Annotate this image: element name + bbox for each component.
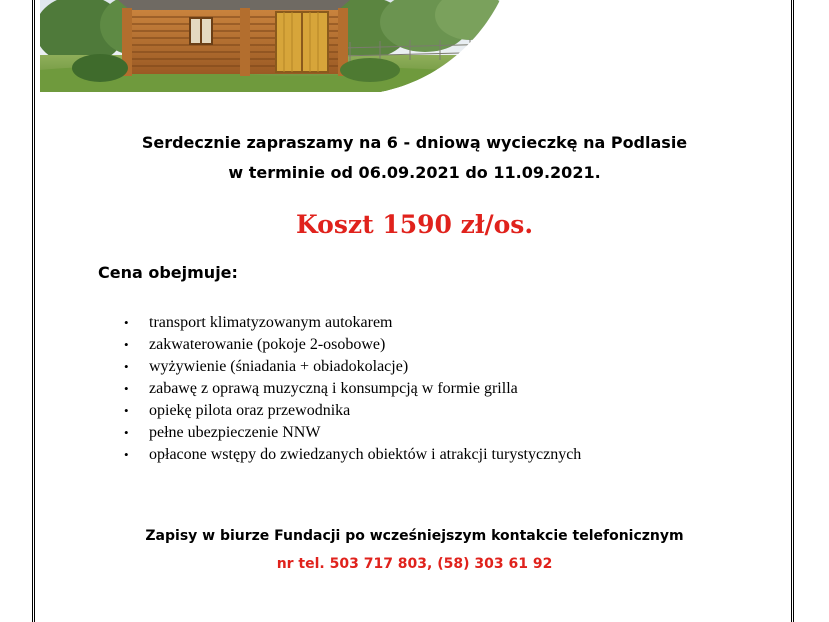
phone-numbers: nr tel. 503 717 803, (58) 303 61 92 (276, 556, 553, 572)
list-item (120, 444, 581, 466)
list-item-text: opłacone wstępy do zwiedzanych obiektów i atrakcji turystycznych (149, 446, 582, 463)
list-item (120, 378, 581, 400)
list-item (120, 356, 581, 378)
list-item (120, 334, 581, 356)
list-item-text: opiekę pilota oraz przewodnika (149, 402, 351, 419)
page-border-right (791, 0, 794, 622)
signup-info: Zapisy w biurze Fundacji po wcześniejszym kontakcie telefonicznym (145, 528, 684, 544)
bullet-icon: • (124, 337, 129, 352)
page-border-left (32, 0, 35, 622)
intro-line-1: Serdecznie zapraszamy na 6 - dniową wycieczkę na Podlasie (141, 133, 688, 152)
wooden-cabin-photo (40, 0, 500, 92)
list-item (120, 312, 581, 334)
list-item-text: zakwaterowanie (pokoje 2-osobowe) (149, 336, 386, 353)
bullet-icon: • (124, 381, 129, 396)
list-item-text: wyżywienie (śniadania + obiadokolacje) (149, 358, 409, 375)
list-item-text: pełne ubezpieczenie NNW (149, 424, 321, 441)
list-item (120, 422, 581, 444)
price-heading: Koszt 1590 zł/os. (295, 210, 534, 239)
includes-list (120, 312, 581, 466)
intro-line-2: w terminie od 06.09.2021 do 11.09.2021. (228, 163, 601, 182)
list-item (120, 400, 581, 422)
list-item-text: zabawę z oprawą muzyczną i konsumpcją w formie grilla (149, 380, 518, 397)
bullet-icon: • (124, 315, 129, 330)
bullet-icon: • (124, 403, 129, 418)
bullet-icon: • (124, 425, 129, 440)
includes-heading: Cena obejmuje: (98, 263, 238, 282)
bullet-icon: • (124, 359, 129, 374)
list-item-text: transport klimatyzowanym autokarem (149, 314, 393, 331)
bullet-icon: • (124, 447, 129, 462)
